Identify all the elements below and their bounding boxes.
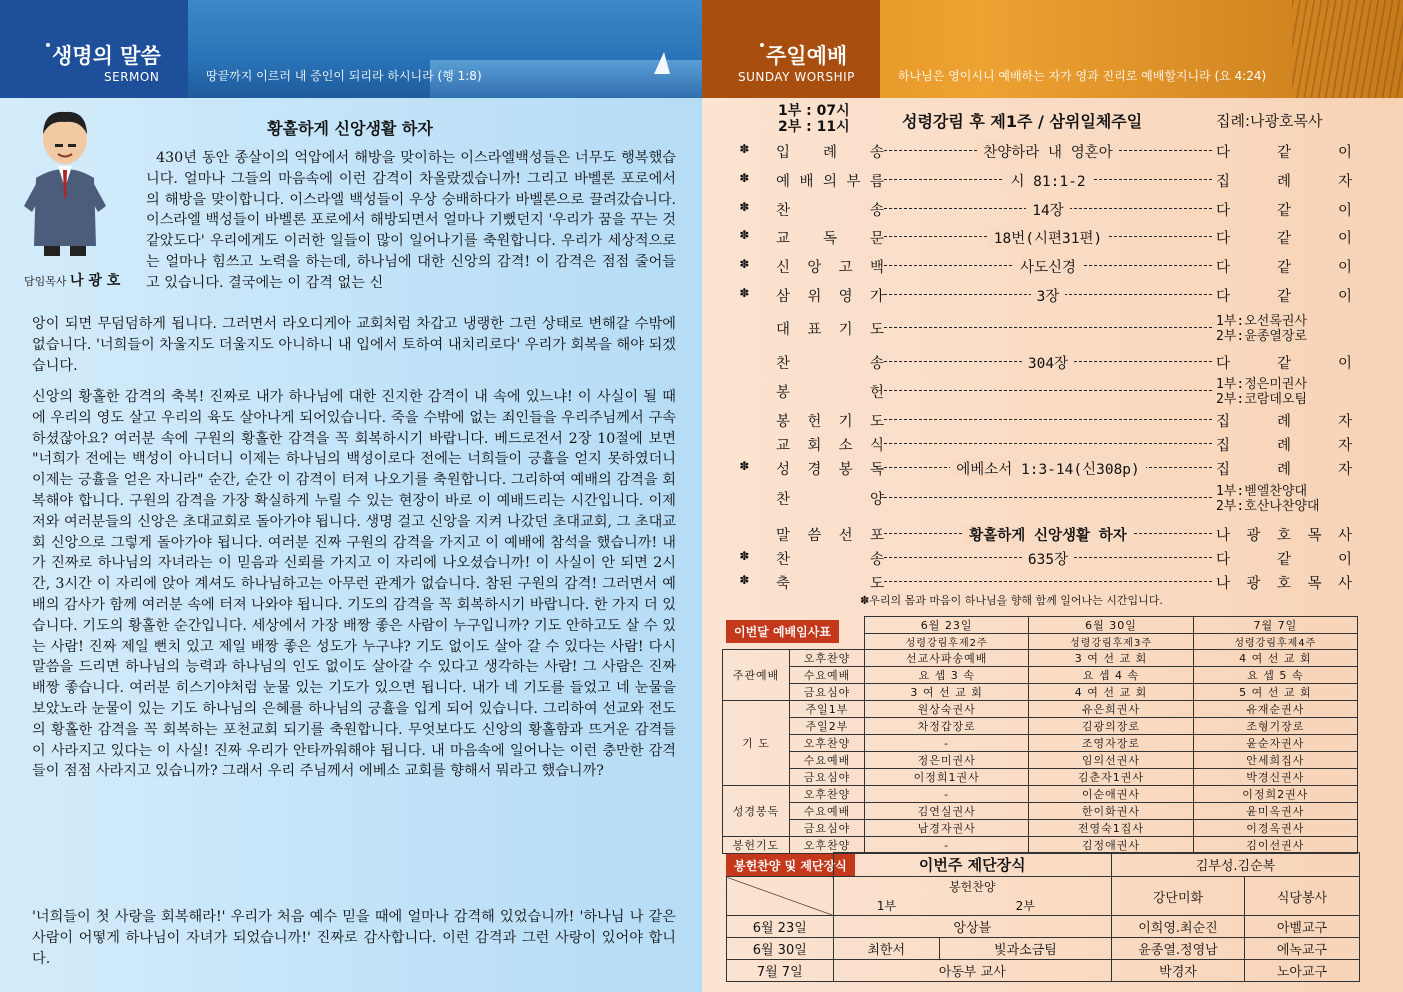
duty-person: 김광의장로 xyxy=(1029,718,1193,735)
worship-order-row xyxy=(740,170,1360,194)
duty-person: 요 셉 4 속 xyxy=(1029,667,1193,684)
worship-order-row xyxy=(740,352,1360,376)
duty-person: 김연실권사 xyxy=(865,803,1029,820)
meal-volunteers: 노아교구 xyxy=(1245,960,1360,982)
worship-order-row xyxy=(740,410,1360,434)
worship-order-row xyxy=(740,548,1360,572)
order-item-content xyxy=(884,488,1212,508)
order-item-content xyxy=(884,318,1212,338)
duty-person: 조영자장로 xyxy=(1029,735,1193,752)
duty-person: - xyxy=(865,837,1029,854)
order-item-person: 다 같 이 xyxy=(1216,231,1352,247)
choir-part-1-team: 최한서 xyxy=(833,938,939,960)
order-item-person: 다 같 이 xyxy=(1216,289,1352,305)
flower-volunteers: 이희영.최순진 xyxy=(1112,916,1245,938)
duty-person: 유재순권사 xyxy=(1193,701,1357,718)
order-item-person: 다 같 이 xyxy=(1216,552,1352,568)
worship-order-row xyxy=(740,141,1360,165)
duty-week-row xyxy=(723,634,1358,650)
standing-mark-icon: ✽ xyxy=(740,227,749,243)
sermon-title-ko: 생명의 말씀 xyxy=(46,40,161,70)
choir-part-1: 1부 xyxy=(833,896,939,916)
table-row xyxy=(723,667,1358,684)
choir-date: 7월 7일 xyxy=(727,960,834,982)
duty-person: 유은희권사 xyxy=(1029,701,1193,718)
duty-person: 임의선권사 xyxy=(1029,752,1193,769)
duty-person: 3 여 선 교 회 xyxy=(865,684,1029,701)
duty-week: 성령강림후제4주 xyxy=(1193,634,1357,650)
altar-row xyxy=(727,853,1360,877)
worship-order-row xyxy=(740,227,1360,251)
flower-volunteers: 윤종열.정영남 xyxy=(1112,938,1245,960)
duty-person: 이경옥권사 xyxy=(1193,820,1357,837)
duty-service: 금요심야 xyxy=(790,820,865,837)
worship-header xyxy=(702,0,1403,98)
worship-order-row xyxy=(740,285,1360,309)
order-item-content: 304장 xyxy=(884,352,1212,372)
duty-person: 요 셉 3 속 xyxy=(865,667,1029,684)
order-item-name: 삼 위 영 가 xyxy=(776,289,884,305)
sermon-heading: 황홀하게 신앙생활 하자 xyxy=(267,119,433,138)
order-item-name: 찬 송 xyxy=(776,356,884,372)
order-item-name: 예 배 의 부 름 xyxy=(776,174,884,190)
duty-person: 안세희집사 xyxy=(1193,752,1357,769)
standing-mark-icon: ✽ xyxy=(740,170,749,186)
order-item-content: 황홀하게 신앙생활 하자 xyxy=(884,524,1212,544)
order-item-content: 에베소서 1:3-14(신308p) xyxy=(884,458,1212,478)
duty-service: 오후찬양 xyxy=(790,786,865,803)
order-item-name: 봉 헌 xyxy=(776,385,884,401)
table-row xyxy=(727,938,1360,960)
order-item-person: 다 같 이 xyxy=(1216,260,1352,276)
flower-volunteers: 박경자 xyxy=(1112,960,1245,982)
table-row xyxy=(723,837,1358,854)
table-row xyxy=(723,735,1358,752)
table-row xyxy=(723,752,1358,769)
order-item-content: 14장 xyxy=(884,199,1212,219)
order-item-person: 나 광 호 목 사 xyxy=(1216,528,1352,544)
order-item-name: 축 도 xyxy=(776,576,884,592)
choir-part-2-team: 빛과소금팀 xyxy=(939,938,1111,960)
worship-title-en: SUNDAY WORSHIP xyxy=(738,70,855,84)
service-leader: 집례:나광호목사 xyxy=(1216,112,1323,130)
table-row xyxy=(723,786,1358,803)
order-item-name: 성 경 봉 독 xyxy=(776,462,884,478)
sermon-title-en: SERMON xyxy=(104,70,160,84)
table-row xyxy=(723,820,1358,837)
choir-team: 앙상블 xyxy=(833,916,1112,938)
duty-date-row xyxy=(723,617,1358,634)
duty-service: 금요심야 xyxy=(790,769,865,786)
choir-part-2: 2부 xyxy=(939,896,1111,916)
duty-person: 윤순자권사 xyxy=(1193,735,1357,752)
duty-roster-tag: 이번달 예배임사표 xyxy=(726,620,839,643)
blank-cell xyxy=(727,853,834,877)
order-item-person: 집 례 자 xyxy=(1216,414,1352,430)
table-row xyxy=(723,684,1358,701)
sermon-para-2: 신앙의 황홀한 감격의 축복! 진짜로 내가 하나님에 대한 진지한 감격이 내 속에 있느냐! 이 사실이 될 때에 우리의 영도 살고 우리의 육도 살아나게 되어있습니다. 죽을 수밖에 없는 죄인들을 우리주님께서 구속하셨잖아요? 여러분 속에 구원의 황홀한 감격을 꼭 회복하시기 바랍니다. 베드로전서 2장 10절에 보면 "너희가 전에는 백성이 아니더니 이제는 하나님의 백성이로다 전에는 너희들이 긍휼을 얻지 못하였더니 이제는 긍휼을 얻은 자니라" 순간, 순간 이 감격이 터져 나오기를 축원합니다. 그리하여 예배의 감격을 회복해야 합니다. 구원의 감격을 가장 확실하게 누릴 수 있는 현장이 바로 이 예배드리는 시간입니다. 이제 저와 여러분들의 신앙은 초대교회로 돌아가야 됩니다. 생명 걸고 신앙을 지켜 나갔던 초대교회, 그 초대교회 신앙으로 그렇게 돌아가야 됩니다. 여러분 진짜 구원의 감격을 가지고 이 예배에 참석을 했습니까! 내가 진짜로 하나님의 자녀라는 이 믿음과 신뢰를 가지고 이 자리에 나오셨습니까! 이 사실이 안 되면 2시간, 3시간 이 자리에 앉아 계셔도 하나님하고는 아무런 관계가 없습니다. 참된 구원의 감격! 그러면서 예배의 감사가 함께 여러분 속에 터져 나와야 됩니다. 기도의 감격을 꼭 회복하시기 바랍니다. 한 가지 더 있습니다. 기도의 황홀한 순간입니다. 세상에서 가장 배짱 좋은 사람이 누구입니까? 기도 안하고도 살 수 있는 사람! 진짜 제일 뻔치 있고 제일 배짱 좋은 성도가 누구냐? 기도 없이도 살아 갈 수 있다는 사람! 다시 말씀을 드리면 하나님의 능력과 하나님의 인도 없이도 살아갈 수 있다고 생각하는 사람! 그 사람은 진짜 배짱 좋습니다. 여러분 히스기야처럼 눈물 있는 기도가 있으면 됩니다. 내가 네 기도를 들었고 네 눈물을 보았노라 눈물이 있는 기도 하나님의 은혜를 하나님의 긍휼을 입게 되어 있습니다. 그리하여 선교와 전도의 황홀한 감격을 꼭 회복하는 포천교회 되기를 축원합니다. 무엇보다도 신앙의 황홀함과 뜨거운 감격들이 사라지고 있다는 이 사실! 진짜 우리가 안타까워해야 됩니다. 내 마음속에 일어나는 이런 충만한 감격들이 점점 사라지고 있습니까? 그래서 우리 주님께서 에베소 교회를 향해서 뭐라고 했습니까? xyxy=(32,389,676,780)
duty-person: 정은미권사 xyxy=(865,752,1029,769)
duty-category: 주관예배 xyxy=(723,650,790,701)
duty-person: 김정애권사 xyxy=(1029,837,1193,854)
worship-verse: 하나님은 영이시니 예배하는 자가 영과 진리로 예배할지니라 (요 4:24) xyxy=(898,69,1267,83)
choir-altar-table xyxy=(726,852,1360,982)
meal-head: 식당봉사 xyxy=(1245,877,1360,916)
duty-person: 4 여 선 교 회 xyxy=(1029,684,1193,701)
duty-person: 한이화권사 xyxy=(1029,803,1193,820)
worship-order-row xyxy=(740,314,1360,344)
choir-team: 아동부 교사 xyxy=(833,960,1112,982)
duty-person: 남경자권사 xyxy=(865,820,1029,837)
service-time-1: 1부 : 07시 xyxy=(778,103,850,119)
duty-service: 오후찬양 xyxy=(790,650,865,667)
order-item-name: 말 씀 선 포 xyxy=(776,528,884,544)
table-row xyxy=(723,701,1358,718)
duty-person: - xyxy=(865,786,1029,803)
order-item-person: 나 광 호 목 사 xyxy=(1216,576,1352,592)
table-row xyxy=(723,718,1358,735)
blank-cell xyxy=(723,634,865,650)
diagonal-header-cell xyxy=(727,877,834,916)
duty-person: - xyxy=(865,735,1029,752)
order-item-person: 1부:오선록권사 2부:윤종열장로 xyxy=(1216,314,1308,344)
standing-mark-icon: ✽ xyxy=(740,285,749,301)
duty-service: 주일1부 xyxy=(790,701,865,718)
choir-altar-tag: 봉헌찬양 및 제단장식 xyxy=(726,854,855,877)
duty-person: 김춘자1권사 xyxy=(1029,769,1193,786)
order-item-content xyxy=(884,410,1212,430)
order-item-person: 집 례 자 xyxy=(1216,462,1352,478)
duty-person: 이정희2권사 xyxy=(1193,786,1357,803)
table-row xyxy=(723,650,1358,667)
sailboat-icon xyxy=(654,52,670,74)
duty-person: 전영숙1집사 xyxy=(1029,820,1193,837)
standing-mark-icon: ✽ xyxy=(740,199,749,215)
duty-category: 기 도 xyxy=(723,701,790,786)
worship-order-row xyxy=(740,458,1360,482)
order-item-name: 봉 헌 기 도 xyxy=(776,414,884,430)
duty-service: 오후찬양 xyxy=(790,735,865,752)
duty-category: 성경봉독 xyxy=(723,786,790,837)
duty-service: 수요예배 xyxy=(790,667,865,684)
wheat-image xyxy=(1292,0,1403,98)
standing-mark-icon: ✽ xyxy=(740,572,749,588)
sermon-para-1a: 430년 동안 종살이의 억압에서 해방을 맞이하는 이스라엘백성들은 너무도 행복했습니다. 얼마나 그들의 마음속에 이런 감격이 차올랐겠습니까! 그리고 바벨론 포로에서의 해방을 맞이합니다. 이스라엘 백성들이 우상 숭배하다가 바벨론으로 끌려갔습니다. 이스라엘 백성들이 바벨론 포로에서 해방되면서 얼마나 기뻤던지 '우리가 꿈을 꾸는 것 같았도다' 우리에게도 이러한 일들이 많이 일어나기를 축원합니다. 우리가 세상적으로는 얼마나 힘쓰고 노력을 하는데, 하나님에 대한 신앙의 감격! 이 감격은 점점 줄어들고 있습니다. 결국에는 이 감격 없는 신 xyxy=(146,150,676,291)
sermon-verse: 땅끝까지 이르러 내 증인이 되리라 하시니라 (행 1:8) xyxy=(206,69,482,83)
duty-person: 조형기장로 xyxy=(1193,718,1357,735)
standing-mark-icon: ✽ xyxy=(740,458,749,474)
altar-title: 이번주 제단장식 xyxy=(833,853,1112,877)
table-row xyxy=(723,803,1358,820)
order-item-content: 635장 xyxy=(884,548,1212,568)
pastor-name: 나 광 호 xyxy=(70,273,121,289)
duty-person: 차정갑장로 xyxy=(865,718,1029,735)
worship-page xyxy=(702,0,1403,992)
order-item-name: 찬 송 xyxy=(776,203,884,219)
sermon-para-3: '너희들이 첫 사랑을 회복해라!' 우리가 처음 예수 믿을 때에 얼마나 감격해 있었습니까! '하나님 나 같은 사람이 어떻게 하나님이 자녀가 되었습니까!' 진짜로 감사합니다. 이런 감격과 그런 사랑이 있어야 합니다. xyxy=(32,909,676,967)
choir-date: 6월 23일 xyxy=(727,916,834,938)
duty-date: 6월 23일 xyxy=(865,617,1029,634)
choir-date: 6월 30일 xyxy=(727,938,834,960)
order-item-person: 집 례 자 xyxy=(1216,174,1352,190)
duty-person: 요 셉 5 속 xyxy=(1193,667,1357,684)
order-item-name: 입 례 송 xyxy=(776,145,884,161)
order-item-content xyxy=(884,381,1212,401)
worship-order-row xyxy=(740,524,1360,548)
duty-date: 6월 30일 xyxy=(1029,617,1193,634)
worship-order-row xyxy=(740,199,1360,223)
blank-cell xyxy=(723,617,865,634)
order-item-person: 1부:정은미권사 2부:코람데오팀 xyxy=(1216,377,1308,407)
duty-person: 5 여 선 교 회 xyxy=(1193,684,1357,701)
order-item-person: 다 같 이 xyxy=(1216,356,1352,372)
worship-title-ko: 주일예배 xyxy=(760,40,847,70)
table-row xyxy=(727,960,1360,982)
pastor-role: 담임목사 xyxy=(24,275,67,288)
altar-names: 김부성.김순복 xyxy=(1112,853,1360,877)
duty-person: 3 여 선 교 회 xyxy=(1029,650,1193,667)
sermon-para-1b: 앙이 되면 무덤덤하게 됩니다. 그러면서 라오디게아 교회처럼 차갑고 냉랭한 그런 상태로 변해갈 수밖에 없습니다. '너희들이 차울지도 더울지도 아니하니 내 입에서 토하여 내치리로다' 우리가 회복을 해야 되겠습니다. xyxy=(32,316,676,374)
standing-note: ✽우리의 몸과 마음이 하나님을 향해 함께 일어나는 시간입니다. xyxy=(860,594,1163,607)
order-item-name: 교 독 문 xyxy=(776,231,884,247)
sermon-header xyxy=(0,0,702,98)
order-item-person: 집 례 자 xyxy=(1216,438,1352,454)
duty-service: 오후찬양 xyxy=(790,837,865,854)
worship-order-row xyxy=(740,484,1360,514)
order-item-content: 찬양하라 내 영혼아 xyxy=(884,141,1212,161)
duty-category: 봉헌기도 xyxy=(723,837,790,854)
order-item-person: 다 같 이 xyxy=(1216,145,1352,161)
order-item-content: 사도신경 xyxy=(884,256,1212,276)
duty-service: 수요예배 xyxy=(790,752,865,769)
order-item-name: 신 앙 고 백 xyxy=(776,260,884,276)
order-item-content xyxy=(884,434,1212,454)
duty-person: 윤미옥권사 xyxy=(1193,803,1357,820)
worship-order-row xyxy=(740,434,1360,458)
order-item-content xyxy=(884,572,1212,592)
duty-roster-table xyxy=(722,616,1358,854)
meal-volunteers: 아벨교구 xyxy=(1245,916,1360,938)
pastor-cartoon-icon xyxy=(22,108,108,258)
order-item-name: 교 회 소 식 xyxy=(776,438,884,454)
standing-mark-icon: ✽ xyxy=(740,256,749,272)
order-item-name: 찬 양 xyxy=(776,492,884,508)
standing-mark-icon: ✽ xyxy=(740,141,749,157)
table-row xyxy=(727,916,1360,938)
duty-person: 선교사파송예배 xyxy=(865,650,1029,667)
order-item-name: 대 표 기 도 xyxy=(776,322,884,338)
duty-service: 주일2부 xyxy=(790,718,865,735)
worship-order-row xyxy=(740,256,1360,280)
pastor-label xyxy=(24,270,120,290)
duty-person: 원상숙권사 xyxy=(865,701,1029,718)
duty-service: 금요심야 xyxy=(790,684,865,701)
order-item-person: 다 같 이 xyxy=(1216,203,1352,219)
duty-person: 이순애권사 xyxy=(1029,786,1193,803)
service-title: 성령강림 후 제1주 / 삼위일체주일 xyxy=(902,112,1143,131)
meal-volunteers: 에녹교구 xyxy=(1245,938,1360,960)
duty-person: 이정희1권사 xyxy=(865,769,1029,786)
duty-date: 7월 7일 xyxy=(1193,617,1357,634)
flower-head: 강단미화 xyxy=(1112,877,1245,916)
duty-service: 수요예배 xyxy=(790,803,865,820)
service-time-2: 2부 : 11시 xyxy=(778,119,850,135)
order-item-person: 1부:벧엘찬양대 2부:호산나찬양대 xyxy=(1216,484,1320,514)
table-row xyxy=(723,769,1358,786)
standing-mark-icon: ✽ xyxy=(740,548,749,564)
order-item-content: 시 81:1-2 xyxy=(884,170,1212,190)
order-item-name: 찬 송 xyxy=(776,552,884,568)
order-item-content: 18번(시편31편) xyxy=(884,227,1212,247)
duty-person: 박경신권사 xyxy=(1193,769,1357,786)
worship-order-row xyxy=(740,377,1360,407)
duty-person: 김이선권사 xyxy=(1193,837,1357,854)
duty-week: 성령강림후제3주 xyxy=(1029,634,1193,650)
duty-week: 성령강림후제2주 xyxy=(865,634,1029,650)
choir-head-row xyxy=(727,877,1360,897)
choir-head: 봉헌찬양 xyxy=(833,877,1112,897)
order-item-content: 3장 xyxy=(884,285,1212,305)
duty-person: 4 여 선 교 회 xyxy=(1193,650,1357,667)
